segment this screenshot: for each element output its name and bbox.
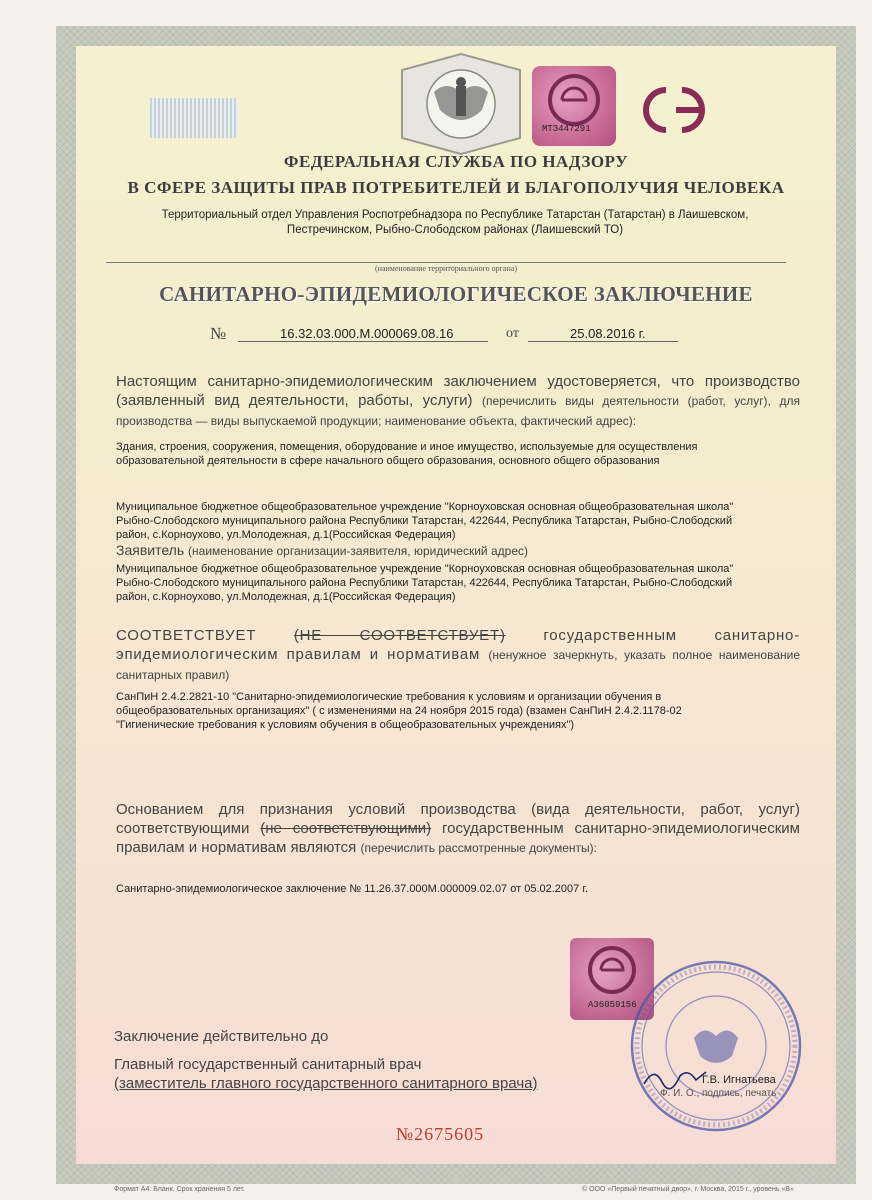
number-label: № (210, 324, 227, 343)
se-logo-icon (636, 82, 712, 138)
applicant-details (116, 562, 776, 604)
document-date: 25.08.2016 г. (528, 326, 678, 342)
basis-note: (перечислить рассмотренные документы): (360, 841, 598, 855)
hologram-seal-icon (532, 66, 616, 130)
date-label: от (506, 326, 519, 341)
applicant-label-note: (наименование организации-заявителя, юридический адрес) (188, 544, 528, 558)
activity-line2: образовательной деятельности в сфере начального общего образования, основного общего образования (116, 455, 660, 467)
signer-caption: Ф. И. О., подпись, печать (660, 1088, 777, 1099)
intro-text: Настоящим санитарно-эпидемиологическим заключением удостоверяется, что производство (заявленный вид деятельности, работы, услуги) (116, 373, 800, 409)
rules-line2: общеобразовательных организациях" ( с изменениями на 24 ноября 2015 года) (взамен СанПиН 2.4.2.1178-02 (116, 705, 682, 717)
compliance-statement (116, 626, 800, 685)
applicant-line1: Муниципальное бюджетное общеобразовательное учреждение "Корноуховская основная общеобразовательная школа" (116, 563, 734, 575)
hologram-top (532, 66, 616, 146)
emblem-icon (394, 52, 528, 156)
not-complies-text: (НЕ СООТВЕТСТВУЕТ) (293, 627, 506, 644)
territorial-organ-line2: Пестречинском, Рыбно-Слободском районах (Лаишевский ТО) (286, 224, 624, 236)
object-line2: Рыбно-Слободского муниципального района Республики Татарстан, 422644, Республика Татарстан, Рыбно-Слободский (116, 515, 733, 527)
hologram-bottom-code: А36059156 (588, 1000, 637, 1010)
activity-description (116, 440, 766, 468)
intro-note: (перечислить виды деятельности (работ, услуг), для производства — виды выпускаемой продукции; наименование объекта, фактический адрес): (116, 394, 800, 428)
basis-part1: Основанием для признания условий производства (вида деятельности, работ, услуг) соответствующими (116, 801, 800, 837)
hologram-top-code: МТЗ447291 (542, 124, 591, 134)
rules-line3: "Гигиенические требования к условиям обучения в общеобразовательных учреждениях") (116, 719, 575, 731)
form-note: Формат А4. Бланк. Срок хранения 5 лет. (114, 1186, 245, 1193)
document-number: 16.32.03.000.М.000069.08.16 (238, 326, 488, 342)
complies-text: СООТВЕТСТВУЕТ (116, 627, 257, 644)
agency-title-line2: В СФЕРЕ ЗАЩИТЫ ПРАВ ПОТРЕБИТЕЛЕЙ И БЛАГОПОЛУЧИЯ ЧЕЛОВЕКА (127, 178, 785, 197)
microprint-block (150, 98, 238, 138)
sanitary-rules (116, 690, 716, 732)
agency-title-line1: ФЕДЕРАЛЬНАЯ СЛУЖБА ПО НАДЗОРУ (283, 152, 629, 171)
basis-part2: государственным санитарно-эпидемиологическим правилам и нормативам являются (116, 820, 800, 856)
object-address (116, 500, 776, 542)
activity-line1: Здания, строения, сооружения, помещения, оборудование и иное имущество, используемые для осуществления (116, 441, 698, 453)
chief-doctor-title: Главный государственный санитарный врач (114, 1056, 422, 1073)
rules-line1: СанПиН 2.4.2.2821-10 "Санитарно-эпидемиологические требования к условиям и организации обучения в (116, 691, 662, 703)
applicant-label-text: Заявитель (116, 542, 185, 558)
organ-caption: (наименование территориального органа) (375, 264, 517, 273)
territorial-organ-line1: Территориальный отдел Управления Роспотребнадзора по Республике Татарстан (Татарстан) в Лаишевском, (161, 209, 749, 221)
certification-intro (116, 372, 800, 431)
applicant-line3: район, с.Корноухово, ул.Молодежная, д.1(Российская Федерация) (116, 591, 456, 603)
territorial-organ (140, 208, 770, 238)
deputy-chief-title: (заместитель главного государственного санитарного врача) (114, 1075, 538, 1092)
round-stamp-icon (628, 958, 804, 1134)
applicant-label (116, 542, 528, 558)
document-title: САНИТАРНО-ЭПИДЕМИОЛОГИЧЕСКОЕ ЗАКЛЮЧЕНИЕ (159, 282, 753, 306)
blank-serial-number: №2675605 (396, 1124, 485, 1144)
compliance-rest: государственным санитарно-эпидемиологическим правилам и нормативам (116, 627, 800, 663)
valid-until: Заключение действительно до (114, 1028, 329, 1045)
printer-note: © ООО «Первый печатный двор», г. Москва, 2015 г., уровень «В» (582, 1186, 794, 1193)
basis-statement (116, 800, 800, 858)
object-line1: Муниципальное бюджетное общеобразовательное учреждение "Корноуховская основная общеобразовательная школа" (116, 501, 734, 513)
applicant-line2: Рыбно-Слободского муниципального района Республики Татарстан, 422644, Республика Татарстан, Рыбно-Слободский (116, 577, 733, 589)
basis-document: Санитарно-эпидемиологическое заключение № 11.26.37.000М.000009.02.07 от 05.02.2007 г. (116, 883, 589, 895)
signer-name: Г.В. Игнатьева (702, 1074, 776, 1086)
organ-underline (106, 262, 786, 263)
compliance-note: (ненужное зачеркнуть, указать полное наименование санитарных правил) (116, 648, 800, 682)
basis-strike: (не соответствующими) (260, 820, 432, 837)
object-line3: район, с.Корноухово, ул.Молодежная, д.1(Российская Федерация) (116, 529, 456, 541)
